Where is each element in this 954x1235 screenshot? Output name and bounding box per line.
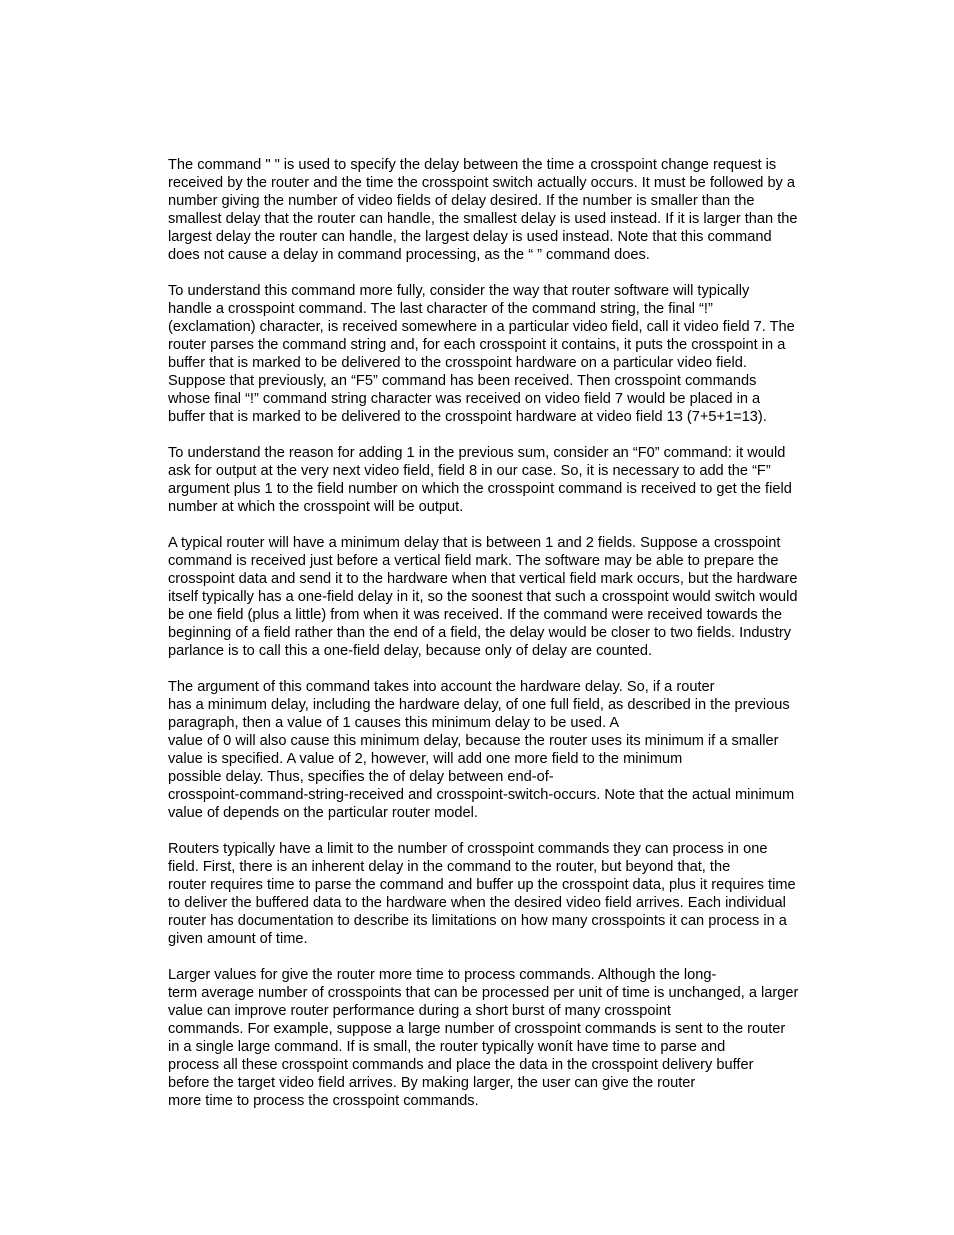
document-body (168, 156, 848, 1128)
paragraph-command-intro: The command " " is used to specify the delay between the time a crosspoint change request is received by the router and the time the crosspoint switch actually occurs. It must be followed by a number giving the number of video fields of delay desired. If the number is smaller than the smallest delay that the router can handle, the smallest delay is used instead. If it is larger than the largest delay the router can handle, the largest delay is used instead. Note that this command does not cause a delay in command processing, as the “ ” command does. (168, 157, 798, 263)
paragraph-router-software: To understand this command more fully, consider the way that router software will typically handle a crosspoint command. The last character of the command string, the final “!” (exclamation) character, is received somewhere in a particular video field, call it video field 7. The router parses the command string and, for each crosspoint it contains, it puts the crosspoint in a buffer that is marked to be delivered to the crosspoint hardware on a particular video field. Suppose that previously, an “F5” command has been received. Then crosspoint commands whose final “!” command string character was received on video field 7 would be placed in a buffer that is marked to be delivered to the crosspoint hardware at video field 13 (7+5+1=13). (168, 283, 795, 425)
paragraph-larger-values: Larger values for give the router more time to process commands. Although the long- term average number of crosspoints that can be processed per unit of time is unchanged, a larger value can improve router performance during a short burst of many crosspoint commands. For example, suppose a large number of crosspoint commands is sent to the router in a single large command. If is small, the router typically wonít have time to parse and process all these crosspoint commands and place the data in the crosspoint delivery buffer before the target video field arrives. By making larger, the user can give the router more time to process the crosspoint commands. (168, 967, 799, 1109)
paragraph-adding-one: To understand the reason for adding 1 in the previous sum, consider an “F0” command: it would ask for output at the very next video field, field 8 in our case. So, it is necessary to add the “F” argument plus 1 to the field number on which the crosspoint command is received to get the field number at which the crosspoint will be output. (168, 445, 792, 515)
paragraph-minimum-delay: A typical router will have a minimum delay that is between 1 and 2 fields. Suppose a crosspoint command is received just before a vertical field mark. The software may be able to prepare the crosspoint data and send it to the hardware when that vertical field mark occurs, but the hardware itself typically has a one-field delay in it, so the soonest that such a crosspoint would switch would be one field (plus a little) from when it was received. If the command were received towards the beginning of a field rather than the end of a field, the delay would be closer to two fields. Industry parlance is to call this a one-field delay, because only of delay are counted. (168, 535, 798, 659)
paragraph-hardware-delay: The argument of this command takes into account the hardware delay. So, if a router has a minimum delay, including the hardware delay, of one full field, as described in the previous paragraph, then a value of 1 causes this minimum delay to be used. A value of 0 will also cause this minimum delay, because the router uses its minimum if a smaller value is specified. A value of 2, however, will add one more field to the minimum possible delay. Thus, specifies the of delay between end-of- crosspoint-command-string-received and crosspoint-switch-occurs. Note that the actual minimum value of depends on the particular router model. (168, 679, 795, 821)
paragraph-router-limits: Routers typically have a limit to the number of crosspoint commands they can process in one field. First, there is an inherent delay in the command to the router, but beyond that, the router requires time to parse the command and buffer up the crosspoint data, plus it requires time to deliver the buffered data to the hardware when the desired video field arrives. Each individual router has documentation to describe its limitations on how many crosspoints it can process in a given amount of time. (168, 841, 796, 947)
